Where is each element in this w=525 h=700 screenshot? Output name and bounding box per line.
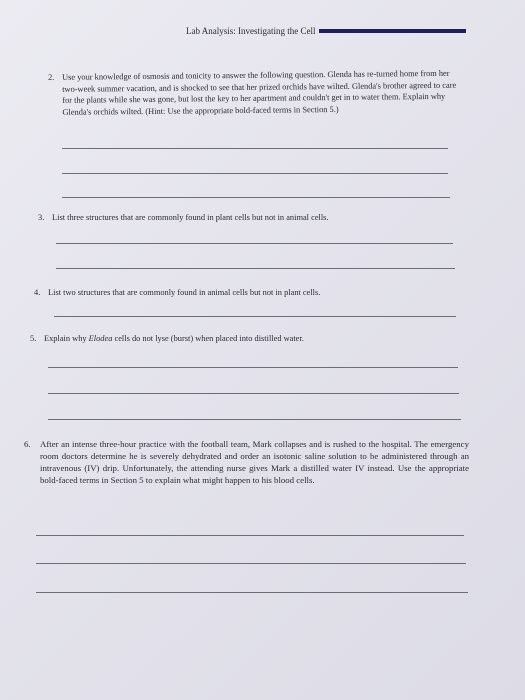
page-header [186, 23, 466, 39]
answer-line[interactable] [56, 243, 453, 244]
answer-line[interactable] [62, 197, 450, 198]
question-number: 6. [24, 439, 31, 449]
answer-line[interactable] [48, 419, 461, 420]
question-number: 2. [48, 72, 55, 82]
answer-line[interactable] [36, 592, 468, 593]
answer-line[interactable] [62, 148, 448, 149]
question-text: Explain why Elodea cells do not lyse (burst) when placed into distilled water. [44, 334, 304, 343]
question-text: List three structures that are commonly found in plant cells but not in animal cells. [52, 213, 329, 222]
answer-line[interactable] [54, 316, 456, 317]
question-number: 4. [34, 288, 41, 297]
answer-line[interactable] [48, 393, 459, 394]
species-name: Elodea [88, 334, 113, 343]
answer-line[interactable] [36, 535, 464, 536]
answer-line[interactable] [36, 563, 466, 564]
answer-line[interactable] [56, 268, 455, 269]
answer-line[interactable] [48, 367, 458, 368]
question-text: After an intense three-hour practice with the football team, Mark collapses and is rushed to the hospital. The emergency room doctors determine he is severely dehydrated and order an isotonic saline solution to be administered through an intravenous (IV) drip. Unfortunately, the attending nurse gives Mark a distilled water IV instead. Use the appropriate bold-faced terms in Section 5 to explain what might happen to his blood cells. [40, 439, 469, 485]
header-bar [319, 29, 466, 33]
page-title: Lab Analysis: Investigating the Cell [186, 26, 316, 36]
question-number: 5. [30, 334, 37, 343]
question-number: 3. [38, 213, 45, 222]
answer-line[interactable] [62, 173, 448, 174]
question-text: Use your knowledge of osmosis and tonicity to answer the following question. Glenda has re-turned home from her two-week summer vacation, and is shocked to see that her prized orchids have wilted. Glenda's brother agreed to care for the plants while she was gone, but lost the key to her apartment and couldn't get in to water them. Explain why Glenda's orchids wilted. (Hint: Use the appropriate bold-faced terms in Section 5.) [62, 68, 457, 117]
question-text: List two structures that are commonly found in animal cells but not in plant cells. [48, 288, 321, 297]
question-2 [48, 68, 458, 117]
